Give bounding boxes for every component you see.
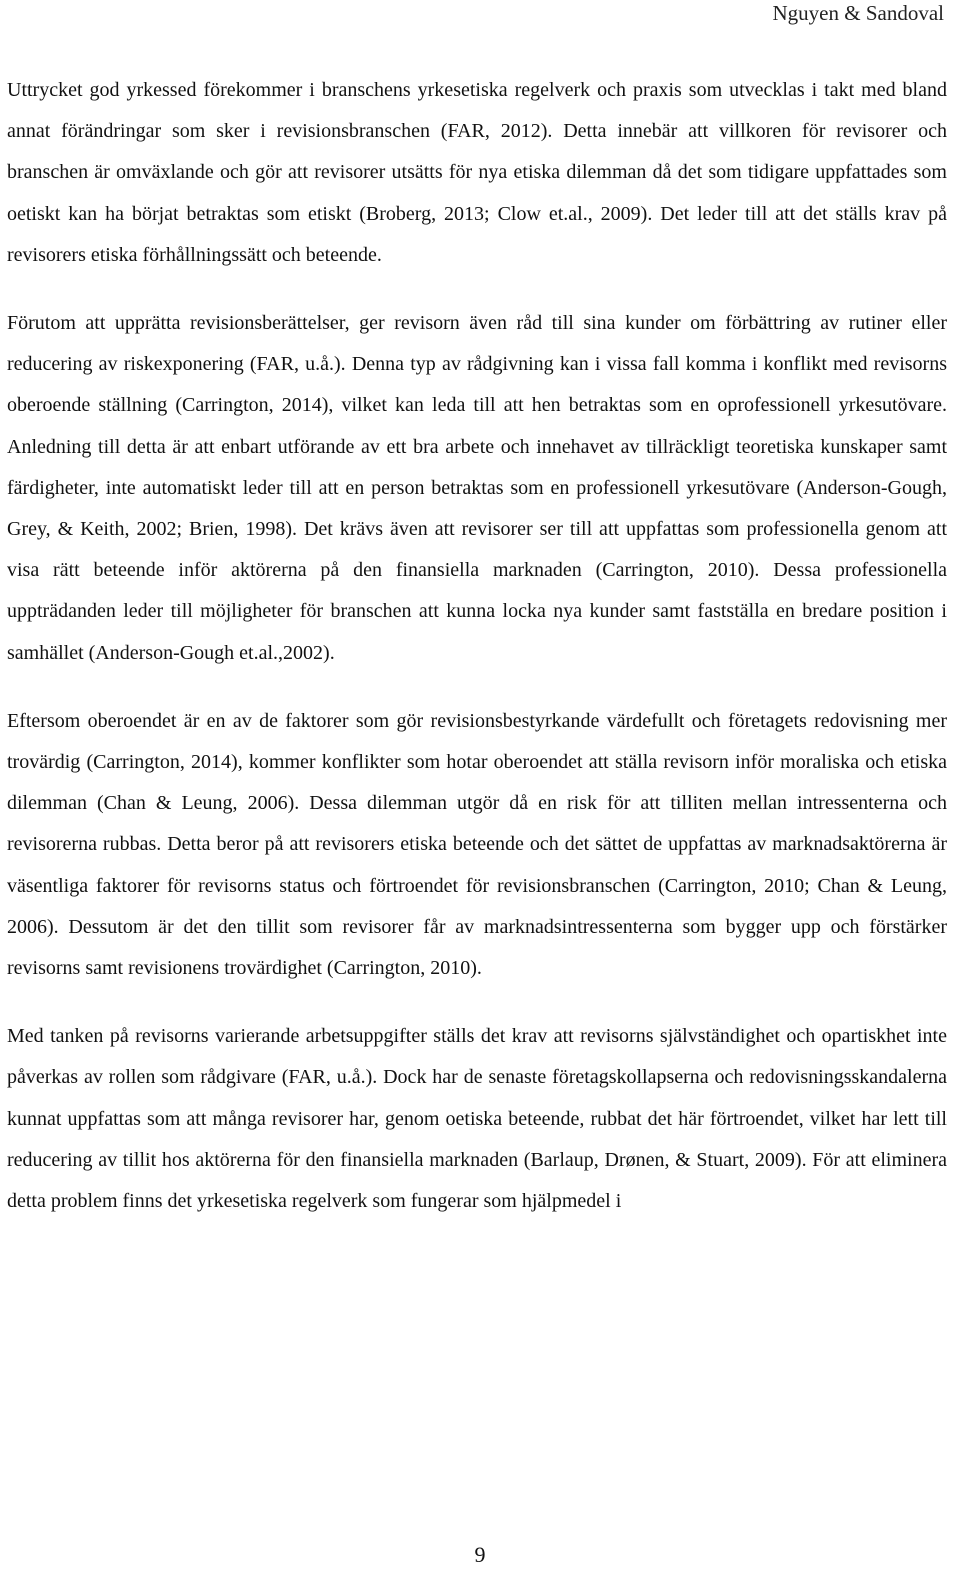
- paragraph-2: Förutom att upprätta revisionsberättelser, ger revisorn även råd till sina kunder om förbättring av rutiner eller reducering av riskexponering (FAR, u.å.). Denna typ av rådgivning kan i vissa fall komma i konflikt med revisorns oberoende ställning (Carrington, 2014), vilket kan leda till att hen betraktas som en oprofessionell yrkesutövare. Anledning till detta är att enbart utförande av ett bra arbete och innehavet av tillräckligt teoretiska kunskaper samt färdigheter, inte automatiskt leder till att en person betraktas som en professionell yrkesutövare (Anderson-Gough, Grey, & Keith, 2002; Brien, 1998). Det krävs även att revisorer ser till att uppfattas som professionella genom att visa rätt beteende inför aktörerna på den finansiella marknaden (Carrington, 2010). Dessa professionella uppträdanden leder till möjligheter för branschen att kunna locka nya kunder samt fastställa en bredare position i samhället (Anderson-Gough et.al.,2002).: [7, 312, 947, 664]
- running-header: Nguyen & Sandoval: [772, 1, 944, 25]
- paragraph-3: Eftersom oberoendet är en av de faktorer som gör revisionsbestyrkande värdefullt och företagets redovisning mer trovärdig (Carrington, 2014), kommer konflikter som hotar oberoendet att ställa revisorn inför moraliska och etiska dilemman (Chan & Leung, 2006). Dessa dilemman utgör då en risk för att tilliten mellan intressenterna och revisorerna rubbas. Detta beror på att revisorers etiska beteende och det sättet de uppfattas av marknadsaktörerna är väsentliga faktorer för revisorns status och förtroendet för revisionsbranschen (Carrington, 2010; Chan & Leung, 2006). Dessutom är det den tillit som revisorer får av marknadsintressenterna som bygger upp och förstärker revisorns samt revisionens trovärdighet (Carrington, 2010).: [7, 709, 947, 980]
- body-text: [7, 70, 947, 1249]
- paragraph-1: Uttrycket god yrkessed förekommer i branschens yrkesetiska regelverk och praxis som utvecklas i takt med bland annat förändringar som sker i revisionsbranschen (FAR, 2012). Detta innebär att villkoren för revisorer och branschen är omväxlande och gör att revisorer utsätts för nya etiska dilemman då det som tidigare uppfattades som oetiskt kan ha börjat betraktas som etiskt (Broberg, 2013; Clow et.al., 2009). Det leder till att det ställs krav på revisorers etiska förhållningssätt och beteende.: [7, 79, 947, 266]
- page-number: 9: [474, 1542, 486, 1567]
- paragraph-4: Med tanken på revisorns varierande arbetsuppgifter ställs det krav att revisorns självständighet och opartiskhet inte påverkas av rollen som rådgivare (FAR, u.å.). Dock har de senaste företagskollapserna och redovisningsskandalerna kunnat uppfattas som att många revisorer har, genom oetiska beteende, rubbat det här förtroendet, vilket har lett till reducering av tillit hos aktörerna för den finansiella marknaden (Barlaup, Drønen, & Stuart, 2009). För att eliminera detta problem finns det yrkesetiska regelverk som fungerar som hjälpmedel i: [7, 1025, 947, 1213]
